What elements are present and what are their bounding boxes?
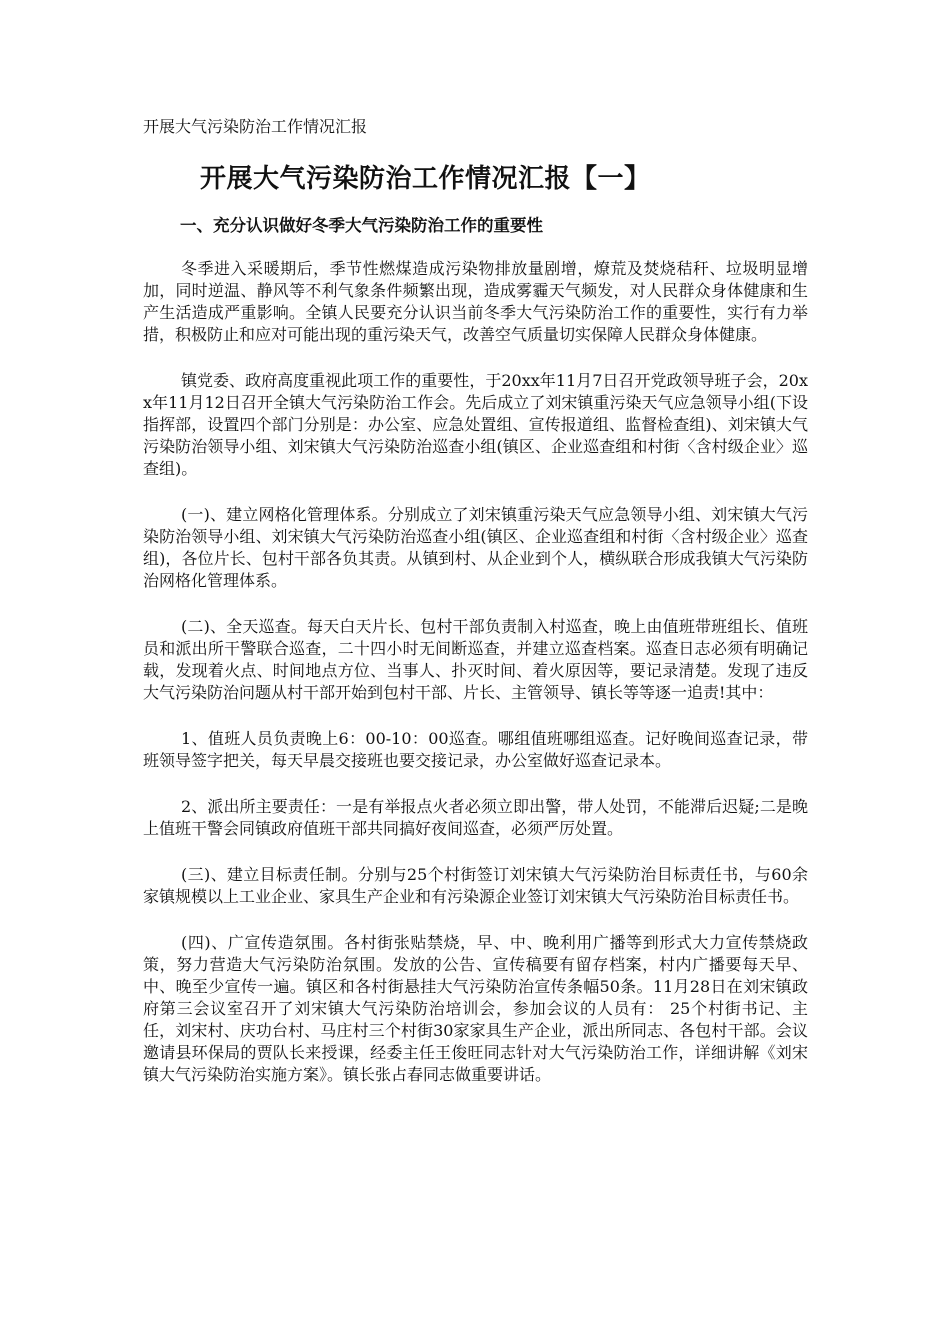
section-heading: 一、充分认识做好冬季大气污染防治工作的重要性 <box>180 216 543 235</box>
paragraph-all-day-patrol: (二)、全天巡查。每天白天片长、包村干部负责制入村巡查，晚上由值班带班组长、值班员和派出所干警联合巡查，二十四小时无间断巡查，并建立巡查档案。巡查日志必须有明确记载，发现着火点、时间地点方位、当事人、扑灭时间、着火原因等，要记录清楚。发现了违反大气污染防治问题从村干部开始到包村干部、片长、主管领导、镇长等等逐一追责!其中： <box>143 617 808 702</box>
paragraph-grid-management: (一)、建立网格化管理体系。分别成立了刘宋镇重污染天气应急领导小组、刘宋镇大气污染防治领导小组、刘宋镇大气污染防治巡查小组(镇区、企业巡查组和村街〈含村级企业〉巡查组)，各位片长、包村干部各负其责。从镇到村、从企业到个人，横纵联合形成我镇大气污染防治网格化管理体系。 <box>143 505 808 590</box>
document-label: 开展大气污染防治工作情况汇报 <box>143 117 368 136</box>
paragraph-target-responsibility: (三)、建立目标责任制。分别与25个村街签订刘宋镇大气污染防治目标责任书，与60余家镇规模以上工业企业、家具生产企业和有污染源企业签订刘宋镇大气污染防治目标责任书。 <box>143 865 808 906</box>
paragraph-duty-staff: 1、值班人员负责晚上6：00-10：00巡查。哪组值班哪组巡查。记好晚间巡查记录，带班领导签字把关，每天早晨交接班也要交接记录，办公室做好巡查记录本。 <box>143 729 808 770</box>
document-title: 开展大气污染防治工作情况汇报【一】 <box>200 164 651 194</box>
paragraph-publicity: (四)、广宣传造氛围。各村街张贴禁烧，早、中、晚利用广播等到形式大力宣传禁烧政策，努力营造大气污染防治氛围。发放的公告、宣传稿要有留存档案，村内广播要每天早、中、晚至少宣传一遍。镇区和各村街悬挂大气污染防治宣传条幅50条。11月28日在刘宋镇政府第三会议室召开了刘宋镇大气污染防治培训会，参加会议的人员有： 25个村街书记、主任，刘宋村、庆功台村、马庄村三个村街30家家具生产企业，派出所同志、各包村干部。会议邀请县环保局的贾队长来授课，经委主任王俊旺同志针对大气污染防治工作，详细讲解《刘宋镇大气污染防治实施方案》。镇长张占春同志做重要讲话。 <box>143 933 808 1084</box>
paragraph-winter-importance: 冬季进入采暖期后，季节性燃煤造成污染物排放量剧增，燎荒及焚烧秸秆、垃圾明显增加，同时逆温、静风等不利气象条件频繁出现，造成雾霾天气频发，对人民群众身体健康和生产生活造成严重影响。全镇人民要充分认识当前冬季大气污染防治工作的重要性，实行有力举措，积极防止和应对可能出现的重污染天气，改善空气质量切实保障人民群众身体健康。 <box>143 259 808 344</box>
paragraph-party-committee: 镇党委、政府高度重视此项工作的重要性，于20xx年11月7日召开党政领导班子会，20xx年11月12日召开全镇大气污染防治工作会。先后成立了刘宋镇重污染天气应急领导小组(下设指挥部，设置四个部门分别是：办公室、应急处置组、宣传报道组、监督检查组)、刘宋镇大气污染防治领导小组、刘宋镇大气污染防治巡查小组(镇区、企业巡查组和村街〈含村级企业〉巡查组)。 <box>143 371 808 478</box>
document-body <box>143 258 808 1110</box>
paragraph-police-duty: 2、派出所主要责任：一是有举报点火者必须立即出警，带人处罚，不能滞后迟疑;二是晚上值班干警会同镇政府值班干部共同搞好夜间巡查，必须严厉处置。 <box>143 797 808 838</box>
